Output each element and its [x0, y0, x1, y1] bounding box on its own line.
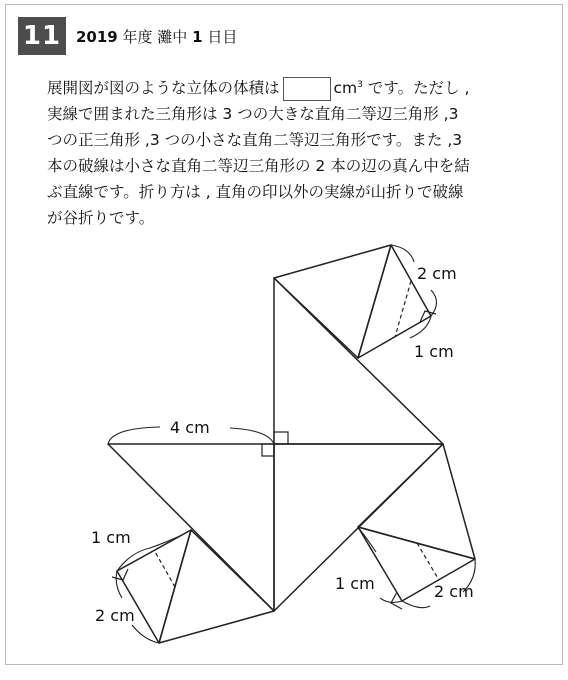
label-right-2cm: 2 cm — [434, 582, 474, 601]
equilateral-triangle-left — [159, 530, 274, 643]
problem-line-2: 実線で囲まれた三角形は 3 つの大きな直角二等辺三角形 ,3 — [47, 105, 459, 124]
equilateral-triangle-top — [274, 245, 391, 358]
source-year: 2019 — [76, 27, 118, 46]
label-right-1cm: 1 cm — [335, 574, 375, 593]
problem-line-1: 展開図が図のような立体の体積は $cm^3$ です。ただし , — [47, 72, 547, 101]
right-angle-mark-right — [391, 592, 402, 609]
label-top-2cm: 2 cm — [417, 264, 457, 283]
label-left-2cm: 2 cm — [95, 606, 135, 625]
label-left-1cm: 1 cm — [91, 528, 131, 547]
problem-line-5: ぶ直線です。折り方は , 直角の印以外の実線が山折りで破線 — [47, 183, 464, 202]
source-school: 年度 灘中 — [122, 27, 188, 46]
label-4cm: 4 cm — [170, 418, 210, 437]
source-day: 1 — [192, 27, 203, 46]
label-top-1cm: 1 cm — [414, 342, 454, 361]
volume-unit: $cm^3$ — [333, 79, 363, 98]
problem-line-4: 本の破線は小さな直角二等辺三角形の 2 本の辺の真ん中を結 — [47, 157, 470, 176]
equilateral-triangle-right — [358, 444, 475, 559]
right-angle-mark-left — [112, 569, 128, 580]
problem-line-6: が谷折りです。 — [47, 209, 155, 228]
dashed-line-left — [154, 550, 175, 587]
problem-line-3: つの正三角形 ,3 つの小さな直角二等辺三角形です。また ,3 — [47, 131, 463, 150]
source-day-suffix: 日目 — [207, 27, 238, 46]
question-number: 11 — [18, 17, 66, 55]
center-right-angle-mark-upper — [274, 432, 288, 444]
center-right-angle-mark-lower — [262, 444, 274, 456]
